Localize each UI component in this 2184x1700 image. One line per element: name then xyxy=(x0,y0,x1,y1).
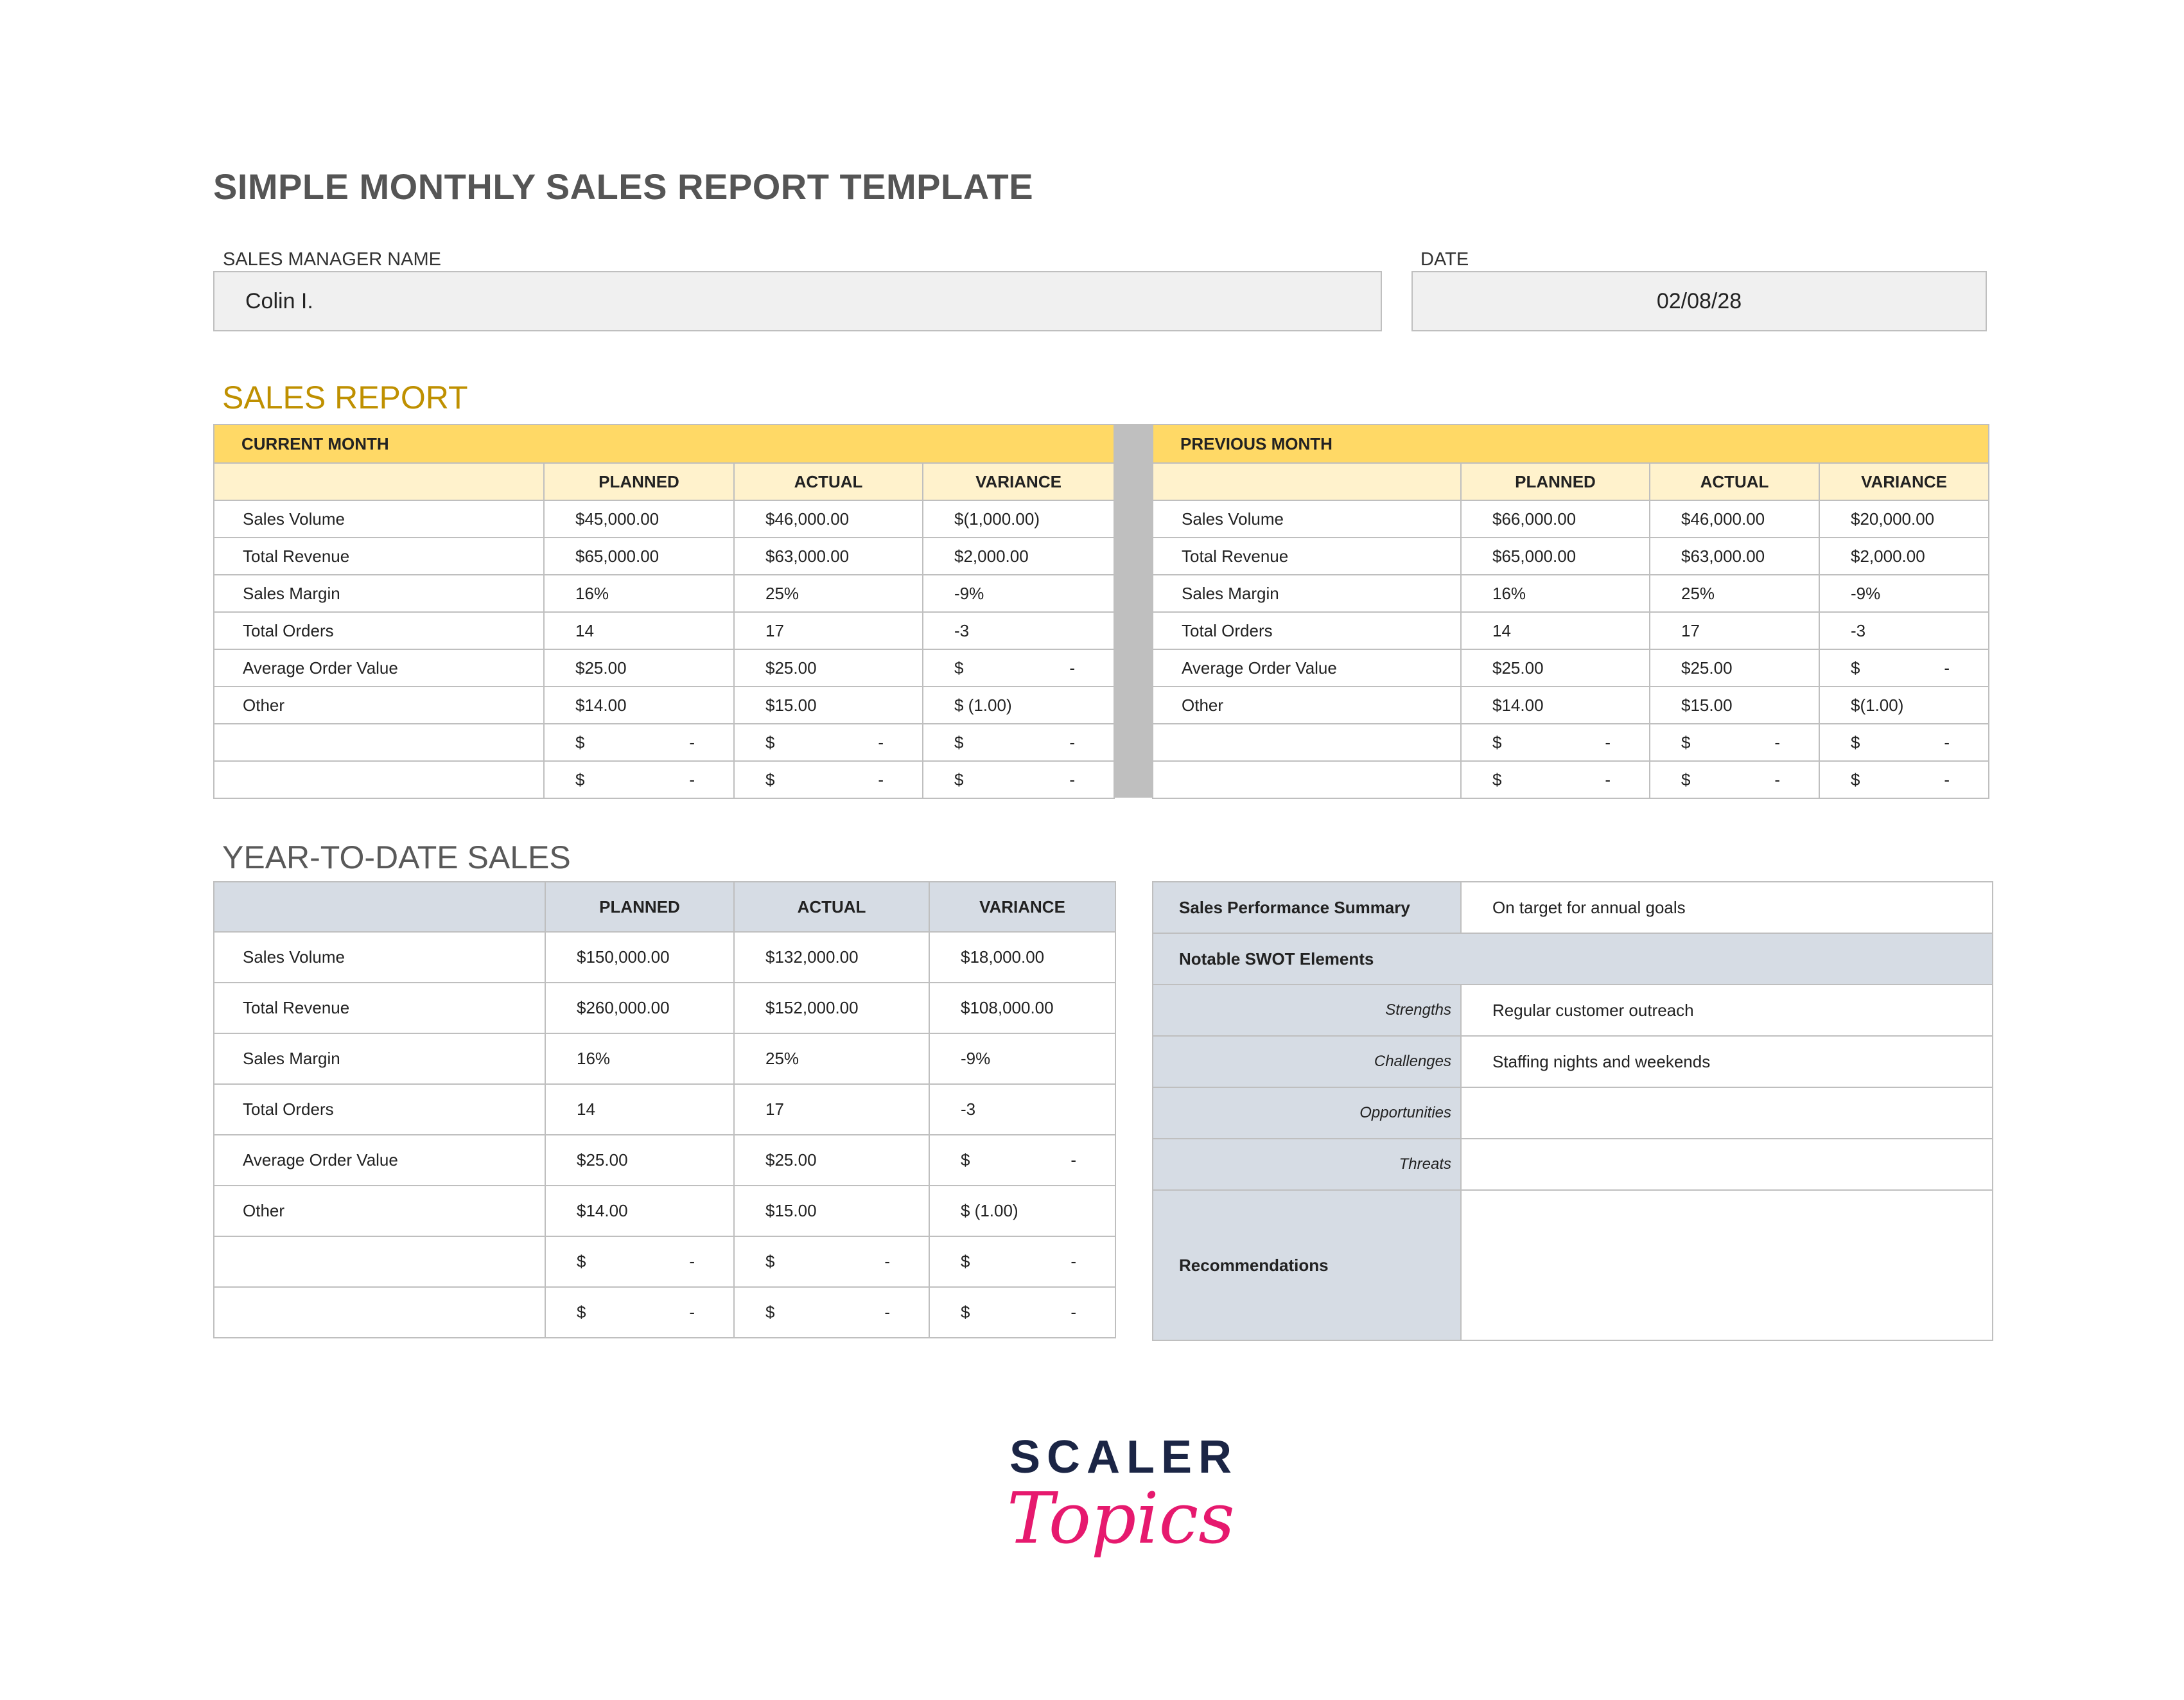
table-row xyxy=(214,1135,1115,1186)
summary-table xyxy=(1152,881,1993,1341)
dollar-sign: $ xyxy=(575,732,585,752)
planned-cell[interactable]: $14.00 xyxy=(544,687,734,724)
dash: - xyxy=(689,769,695,789)
variance-cell[interactable]: $108,000.00 xyxy=(929,983,1115,1033)
actual-cell[interactable]: 25% xyxy=(734,1033,929,1084)
row-label: Sales Volume xyxy=(1153,500,1461,538)
dollar-sign: $ xyxy=(1492,769,1502,789)
actual-cell[interactable]: $46,000.00 xyxy=(734,500,923,538)
actual-cell[interactable] xyxy=(1650,724,1819,761)
actual-cell[interactable]: $15.00 xyxy=(734,687,923,724)
actual-cell[interactable]: 17 xyxy=(734,612,923,649)
table-row xyxy=(214,649,1114,687)
dollar-sign: $ xyxy=(961,1302,970,1322)
ytd-table xyxy=(213,881,1116,1338)
variance-cell[interactable]: $(1,000.00) xyxy=(923,500,1114,538)
actual-cell[interactable]: $152,000.00 xyxy=(734,983,929,1033)
header-blank xyxy=(1153,463,1461,500)
challenges-value[interactable]: Staffing nights and weekends xyxy=(1461,1036,1993,1087)
strengths-label: Strengths xyxy=(1153,985,1461,1036)
variance-cell[interactable] xyxy=(929,1135,1115,1186)
row-label[interactable] xyxy=(214,761,544,798)
dash: - xyxy=(1605,732,1611,752)
dollar-sign: $ xyxy=(1851,658,1860,678)
row-label: Sales Margin xyxy=(214,575,544,612)
actual-cell[interactable] xyxy=(734,761,923,798)
variance-cell[interactable]: -3 xyxy=(923,612,1114,649)
recommendations-value[interactable] xyxy=(1461,1190,1993,1340)
planned-cell[interactable] xyxy=(1461,724,1650,761)
variance-cell[interactable]: -3 xyxy=(1819,612,1989,649)
table-row xyxy=(1153,575,1989,612)
col-actual: ACTUAL xyxy=(734,882,929,932)
planned-cell[interactable]: 16% xyxy=(545,1033,734,1084)
recommendations-label: Recommendations xyxy=(1153,1190,1461,1340)
actual-cell[interactable]: $63,000.00 xyxy=(734,538,923,575)
dash: - xyxy=(1774,769,1780,789)
opportunities-value[interactable] xyxy=(1461,1087,1993,1139)
row-label: Other xyxy=(214,1186,545,1236)
row-label: Sales Margin xyxy=(1153,575,1461,612)
variance-cell[interactable]: $18,000.00 xyxy=(929,932,1115,983)
planned-cell[interactable] xyxy=(544,761,734,798)
current-month-table xyxy=(213,424,1115,799)
variance-cell[interactable] xyxy=(929,1287,1115,1338)
dash: - xyxy=(1605,769,1611,789)
table-separator xyxy=(1114,424,1152,798)
planned-cell[interactable]: 14 xyxy=(1461,612,1650,649)
variance-cell[interactable] xyxy=(1819,649,1989,687)
row-label: Other xyxy=(214,687,544,724)
performance-summary-label: Sales Performance Summary xyxy=(1153,882,1461,933)
table-row xyxy=(214,575,1114,612)
table-row xyxy=(214,1186,1115,1236)
table-row xyxy=(214,932,1115,983)
planned-cell[interactable] xyxy=(544,724,734,761)
variance-cell[interactable] xyxy=(923,724,1114,761)
variance-cell[interactable]: $2,000.00 xyxy=(1819,538,1989,575)
dash: - xyxy=(884,1252,890,1271)
variance-cell[interactable] xyxy=(1819,724,1989,761)
planned-cell[interactable]: $45,000.00 xyxy=(544,500,734,538)
variance-cell[interactable]: -9% xyxy=(929,1033,1115,1084)
dash: - xyxy=(689,732,695,752)
table-row xyxy=(214,687,1114,724)
dash: - xyxy=(884,1302,890,1322)
dash: - xyxy=(878,732,884,752)
dash: - xyxy=(1944,769,1950,789)
planned-cell[interactable]: 16% xyxy=(1461,575,1650,612)
header-blank xyxy=(214,463,544,500)
actual-cell[interactable]: 17 xyxy=(1650,612,1819,649)
empty-row xyxy=(214,761,1114,798)
table-row xyxy=(1153,500,1989,538)
table-row xyxy=(1153,538,1989,575)
scaler-logo-text: SCALER xyxy=(1009,1432,1239,1483)
manager-name-label: SALES MANAGER NAME xyxy=(223,249,442,270)
actual-cell[interactable] xyxy=(1650,761,1819,798)
dollar-sign: $ xyxy=(954,732,964,752)
dollar-sign: $ xyxy=(1851,732,1860,752)
actual-cell[interactable]: $15.00 xyxy=(1650,687,1819,724)
row-label: Total Revenue xyxy=(214,983,545,1033)
dollar-sign: $ xyxy=(765,1252,775,1271)
page-title: SIMPLE MONTHLY SALES REPORT TEMPLATE xyxy=(213,166,1034,207)
variance-cell[interactable]: $ (1.00) xyxy=(929,1186,1115,1236)
row-label: Sales Volume xyxy=(214,932,545,983)
dash: - xyxy=(1070,1252,1076,1271)
ytd-title: YEAR-TO-DATE SALES xyxy=(222,839,571,875)
dollar-sign: $ xyxy=(577,1302,586,1322)
row-label[interactable] xyxy=(214,724,544,761)
challenges-label: Challenges xyxy=(1153,1036,1461,1087)
strengths-value[interactable]: Regular customer outreach xyxy=(1461,985,1993,1036)
col-actual: ACTUAL xyxy=(734,463,923,500)
row-label: Total Revenue xyxy=(214,538,544,575)
col-actual: ACTUAL xyxy=(1650,463,1819,500)
actual-cell[interactable] xyxy=(734,1287,929,1338)
table-row xyxy=(214,612,1114,649)
date-label: DATE xyxy=(1420,249,1469,270)
dollar-sign: $ xyxy=(765,732,775,752)
previous-month-table xyxy=(1152,424,1989,799)
planned-cell[interactable]: $25.00 xyxy=(1461,649,1650,687)
actual-cell[interactable] xyxy=(734,724,923,761)
row-label: Total Orders xyxy=(214,612,544,649)
variance-cell[interactable] xyxy=(929,1236,1115,1287)
col-variance: VARIANCE xyxy=(923,463,1114,500)
table-row xyxy=(214,1084,1115,1135)
planned-cell[interactable]: 14 xyxy=(544,612,734,649)
table-row xyxy=(214,1033,1115,1084)
variance-cell[interactable] xyxy=(923,761,1114,798)
empty-row xyxy=(214,1287,1115,1338)
row-label: Sales Volume xyxy=(214,500,544,538)
col-variance: VARIANCE xyxy=(929,882,1115,932)
variance-cell[interactable]: -3 xyxy=(929,1084,1115,1135)
threats-label: Threats xyxy=(1153,1139,1461,1190)
planned-cell[interactable]: $150,000.00 xyxy=(545,932,734,983)
empty-row xyxy=(1153,724,1989,761)
dash: - xyxy=(1069,658,1076,678)
dollar-sign: $ xyxy=(1681,769,1691,789)
actual-cell[interactable] xyxy=(734,1236,929,1287)
row-label: Average Order Value xyxy=(214,649,544,687)
table-row xyxy=(214,500,1114,538)
threats-value[interactable] xyxy=(1461,1139,1993,1190)
variance-cell[interactable] xyxy=(923,649,1114,687)
variance-cell[interactable]: $2,000.00 xyxy=(923,538,1114,575)
dollar-sign: $ xyxy=(575,769,585,789)
row-label[interactable] xyxy=(1153,761,1461,798)
col-planned: PLANNED xyxy=(544,463,734,500)
row-label: Total Revenue xyxy=(1153,538,1461,575)
planned-cell[interactable]: $260,000.00 xyxy=(545,983,734,1033)
dash: - xyxy=(878,769,884,789)
dollar-sign: $ xyxy=(1681,732,1691,752)
dash: - xyxy=(1774,732,1780,752)
dollar-sign: $ xyxy=(961,1252,970,1271)
table-row xyxy=(214,538,1114,575)
table-row xyxy=(1153,612,1989,649)
row-label: Other xyxy=(1153,687,1461,724)
actual-cell[interactable]: 17 xyxy=(734,1084,929,1135)
row-label[interactable] xyxy=(214,1287,545,1338)
dash: - xyxy=(689,1302,695,1322)
planned-cell[interactable]: $66,000.00 xyxy=(1461,500,1650,538)
dash: - xyxy=(1070,1302,1076,1322)
planned-cell[interactable]: $14.00 xyxy=(545,1186,734,1236)
actual-cell[interactable]: $25.00 xyxy=(734,1135,929,1186)
planned-cell[interactable]: $65,000.00 xyxy=(1461,538,1650,575)
planned-cell[interactable] xyxy=(1461,761,1650,798)
dash: - xyxy=(1944,658,1950,678)
dash: - xyxy=(1069,769,1076,789)
planned-cell[interactable]: $25.00 xyxy=(545,1135,734,1186)
table-row xyxy=(214,983,1115,1033)
dollar-sign: $ xyxy=(954,769,964,789)
row-label[interactable] xyxy=(214,1236,545,1287)
dollar-sign: $ xyxy=(765,769,775,789)
actual-cell[interactable]: 25% xyxy=(1650,575,1819,612)
col-variance: VARIANCE xyxy=(1819,463,1989,500)
planned-cell[interactable]: $25.00 xyxy=(544,649,734,687)
dash: - xyxy=(1944,732,1950,752)
planned-cell[interactable]: 14 xyxy=(545,1084,734,1135)
actual-cell[interactable]: $132,000.00 xyxy=(734,932,929,983)
actual-cell[interactable]: $25.00 xyxy=(1650,649,1819,687)
header-blank xyxy=(214,882,545,932)
dollar-sign: $ xyxy=(961,1150,970,1170)
dollar-sign: $ xyxy=(765,1302,775,1322)
current-month-header: CURRENT MONTH xyxy=(214,425,1114,463)
planned-cell[interactable] xyxy=(545,1236,734,1287)
dollar-sign: $ xyxy=(954,658,964,678)
performance-summary-value[interactable]: On target for annual goals xyxy=(1461,882,1993,933)
manager-name-field[interactable]: Colin I. xyxy=(213,271,1382,331)
dash: - xyxy=(1069,732,1076,752)
planned-cell[interactable]: $14.00 xyxy=(1461,687,1650,724)
dollar-sign: $ xyxy=(577,1252,586,1271)
row-label: Average Order Value xyxy=(214,1135,545,1186)
row-label: Average Order Value xyxy=(1153,649,1461,687)
row-label: Sales Margin xyxy=(214,1033,545,1084)
actual-cell[interactable]: $15.00 xyxy=(734,1186,929,1236)
actual-cell[interactable]: 25% xyxy=(734,575,923,612)
row-label: Total Orders xyxy=(1153,612,1461,649)
row-label[interactable] xyxy=(1153,724,1461,761)
dash: - xyxy=(1070,1150,1076,1170)
col-planned: PLANNED xyxy=(1461,463,1650,500)
actual-cell[interactable]: $46,000.00 xyxy=(1650,500,1819,538)
variance-cell[interactable] xyxy=(1819,761,1989,798)
dash: - xyxy=(689,1252,695,1271)
variance-cell[interactable]: -9% xyxy=(1819,575,1989,612)
actual-cell[interactable]: $25.00 xyxy=(734,649,923,687)
swot-label: Notable SWOT Elements xyxy=(1153,933,1993,985)
date-field[interactable]: 02/08/28 xyxy=(1411,271,1987,331)
empty-row xyxy=(214,1236,1115,1287)
empty-row xyxy=(214,724,1114,761)
planned-cell[interactable] xyxy=(545,1287,734,1338)
sales-report-title: SALES REPORT xyxy=(222,380,468,416)
table-row xyxy=(1153,649,1989,687)
table-row xyxy=(1153,687,1989,724)
empty-row xyxy=(1153,761,1989,798)
variance-cell[interactable]: $(1.00) xyxy=(1819,687,1989,724)
variance-cell[interactable]: $ (1.00) xyxy=(923,687,1114,724)
previous-month-header: PREVIOUS MONTH xyxy=(1153,425,1989,463)
row-label: Total Orders xyxy=(214,1084,545,1135)
dollar-sign: $ xyxy=(1492,732,1502,752)
dollar-sign: $ xyxy=(1851,769,1860,789)
planned-cell[interactable]: $65,000.00 xyxy=(544,538,734,575)
actual-cell[interactable]: $63,000.00 xyxy=(1650,538,1819,575)
variance-cell[interactable]: $20,000.00 xyxy=(1819,500,1989,538)
planned-cell[interactable]: 16% xyxy=(544,575,734,612)
topics-logo-text: Topics xyxy=(1007,1477,1235,1559)
variance-cell[interactable]: -9% xyxy=(923,575,1114,612)
opportunities-label: Opportunities xyxy=(1153,1087,1461,1139)
col-planned: PLANNED xyxy=(545,882,734,932)
